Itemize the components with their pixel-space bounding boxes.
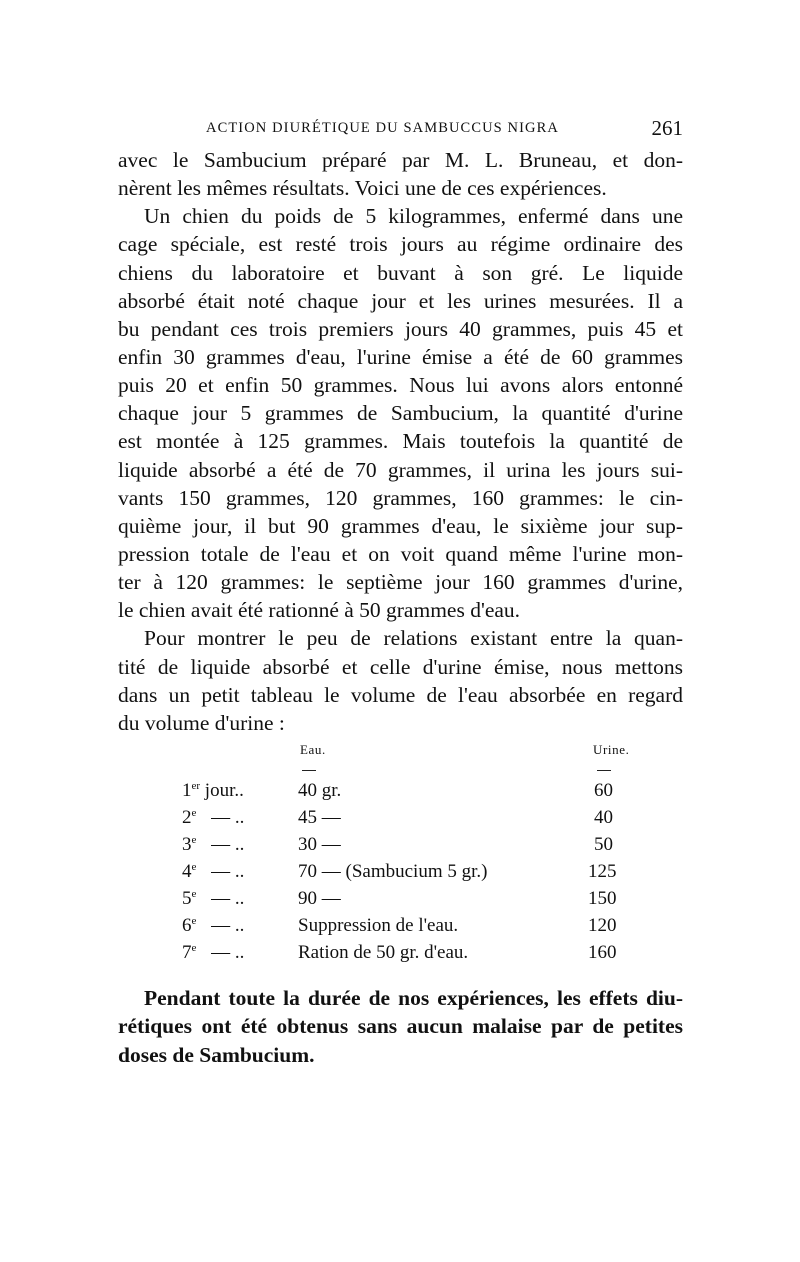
table-row bbox=[118, 861, 683, 887]
table-row bbox=[118, 807, 683, 833]
text-line: pression totale de l'eau et on voit quand même l'urine mon- bbox=[118, 541, 683, 566]
urine-cell: 60 bbox=[594, 780, 613, 801]
text-line: dans un petit tableau le volume de l'eau absorbée en regard bbox=[118, 682, 683, 707]
urine-cell: 40 bbox=[594, 807, 613, 828]
day-label: 1er jour.. bbox=[182, 780, 244, 801]
table-row bbox=[118, 834, 683, 860]
paragraph-2 bbox=[118, 202, 683, 624]
text-line: liquide absorbé a été de 70 grammes, il urina les jours sui- bbox=[118, 457, 683, 482]
day-label: 5e — .. bbox=[182, 888, 245, 909]
day-label: 6e — .. bbox=[182, 915, 245, 936]
running-head bbox=[118, 116, 683, 140]
day-label: 2e — .. bbox=[182, 807, 245, 828]
eau-cell: 45 — bbox=[298, 807, 341, 828]
text-line: Pour montrer le peu de relations existant entre la quan- bbox=[144, 626, 683, 651]
text-line: chaque jour 5 grammes de Sambucium, la quantité d'urine bbox=[118, 401, 683, 426]
text-line: le chien avait été rationné à 50 grammes d'eau. bbox=[118, 598, 521, 623]
urine-cell: 120 bbox=[588, 915, 617, 936]
text-line: ter à 120 grammes: le septième jour 160 grammes d'urine, bbox=[118, 570, 683, 595]
body-text bbox=[118, 146, 683, 737]
paragraph-3 bbox=[118, 624, 683, 737]
text-line: tité de liquide absorbé et celle d'urine émise, nous mettons bbox=[118, 654, 683, 679]
urine-cell: 150 bbox=[588, 888, 617, 909]
closing-paragraph bbox=[118, 984, 683, 1069]
text-line: Pendant toute la durée de nos expériences, les effets diu- bbox=[144, 986, 683, 1010]
text-line: absorbé était noté chaque jour et les urines mesurées. Il a bbox=[118, 288, 683, 313]
text-line: est montée à 125 grammes. Mais toutefois la quantité de bbox=[118, 429, 683, 454]
text-line: avec le Sambucium préparé par M. L. Bruneau, et don- bbox=[118, 148, 683, 172]
table-row bbox=[118, 780, 683, 806]
text-line: puis 20 et enfin 50 grammes. Nous lui avons alors entonné bbox=[118, 373, 683, 398]
text-line: Un chien du poids de 5 kilogrammes, enfermé dans une bbox=[144, 204, 683, 229]
text-line: vants 150 grammes, 120 grammes, 160 grammes: le cin- bbox=[118, 485, 683, 510]
text-line: enfin 30 grammes d'eau, l'urine émise a été de 60 grammes bbox=[118, 344, 683, 369]
text-line: doses de Sambucium. bbox=[118, 1042, 315, 1067]
paragraph-1 bbox=[118, 146, 683, 202]
urine-cell: 160 bbox=[588, 942, 617, 963]
text-line: du volume d'urine : bbox=[118, 710, 285, 735]
column-header-urine: Urine. bbox=[593, 742, 630, 757]
table-row bbox=[118, 888, 683, 914]
eau-cell: 30 — bbox=[298, 834, 341, 855]
text-line: nèrent les mêmes résultats. Voici une de ces expériences. bbox=[118, 176, 607, 201]
table-row bbox=[118, 942, 683, 968]
text-line: bu pendant ces trois premiers jours 40 grammes, puis 45 et bbox=[118, 316, 683, 341]
running-title: ACTION DIURÉTIQUE DU SAMBUCCUS NIGRA bbox=[206, 120, 559, 136]
day-label: 7e — .. bbox=[182, 942, 245, 963]
text-line: quième jour, il but 90 grammes d'eau, le sixième jour sup- bbox=[118, 513, 683, 538]
eau-cell: Ration de 50 gr. d'eau. bbox=[298, 942, 469, 963]
column-header-eau: Eau. bbox=[300, 742, 326, 757]
text-line: chiens du laboratoire et buvant à son gré. Le liquide bbox=[118, 260, 683, 285]
eau-cell: 70 — (Sambucium 5 gr.) bbox=[298, 861, 488, 882]
page-number: 261 bbox=[651, 116, 683, 140]
day-label: 4e — .. bbox=[182, 861, 245, 882]
table-row bbox=[118, 915, 683, 941]
text-line: rétiques ont été obtenus sans aucun malaise par de petites bbox=[118, 1014, 683, 1039]
header-dash bbox=[597, 770, 611, 771]
eau-cell: 40 gr. bbox=[298, 780, 342, 801]
eau-cell: Suppression de l'eau. bbox=[298, 915, 459, 936]
text-line: cage spéciale, est resté trois jours au régime ordinaire des bbox=[118, 232, 683, 257]
day-label: 3e — .. bbox=[182, 834, 245, 855]
urine-cell: 50 bbox=[594, 834, 613, 855]
eau-cell: 90 — bbox=[298, 888, 341, 909]
urine-cell: 125 bbox=[588, 861, 617, 882]
header-dash bbox=[302, 770, 316, 771]
